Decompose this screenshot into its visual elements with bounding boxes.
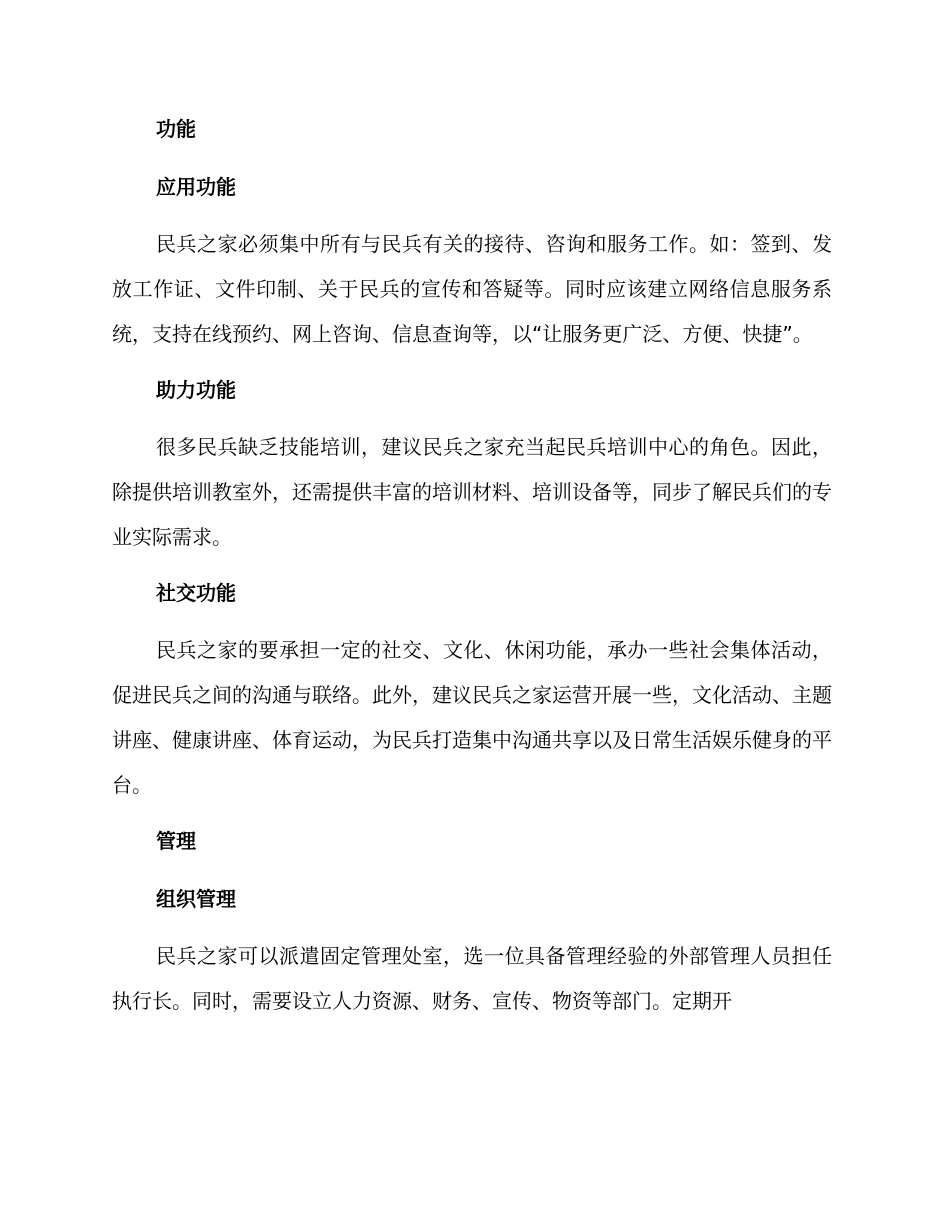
paragraph-organization: 民兵之家可以派遣固定管理处室，选一位具备管理经验的外部管理人员担任执行长。同时，需要设立人力资源、财务、宣传、物资等部门。定期开 xyxy=(112,944,832,1013)
subsection-heading-application: 应用功能 xyxy=(156,175,236,199)
paragraph-assistance: 很多民兵缺乏技能培训，建议民兵之家充当起民兵培训中心的角色。因此，除提供培训教室外，还需提供丰富的培训材料、培训设备等，同步了解民兵们的专业实际需求。 xyxy=(112,435,832,549)
section-heading-management: 管理 xyxy=(156,829,196,853)
paragraph-application: 民兵之家必须集中所有与民兵有关的接待、咨询和服务工作。如：签到、发放工作证、文件印制、关于民兵的宣传和答疑等。同时应该建立网络信息服务系统，支持在线预约、网上咨询、信息查询等，以“让服务更广泛、方便、快捷”。 xyxy=(112,232,832,346)
subsection-heading-assistance: 助力功能 xyxy=(156,378,236,402)
document-page xyxy=(112,110,832,1038)
paragraph-social: 民兵之家的要承担一定的社交、文化、休闲功能，承办一些社会集体活动，促进民兵之间的沟通与联络。此外，建议民兵之家运营开展一些，文化活动、主题讲座、健康讲座、体育运动，为民兵打造集中沟通共享以及日常生活娱乐健身的平台。 xyxy=(112,638,832,797)
subsection-heading-social: 社交功能 xyxy=(156,581,236,605)
subsection-heading-organization: 组织管理 xyxy=(156,887,236,911)
section-heading-functions: 功能 xyxy=(156,117,196,141)
